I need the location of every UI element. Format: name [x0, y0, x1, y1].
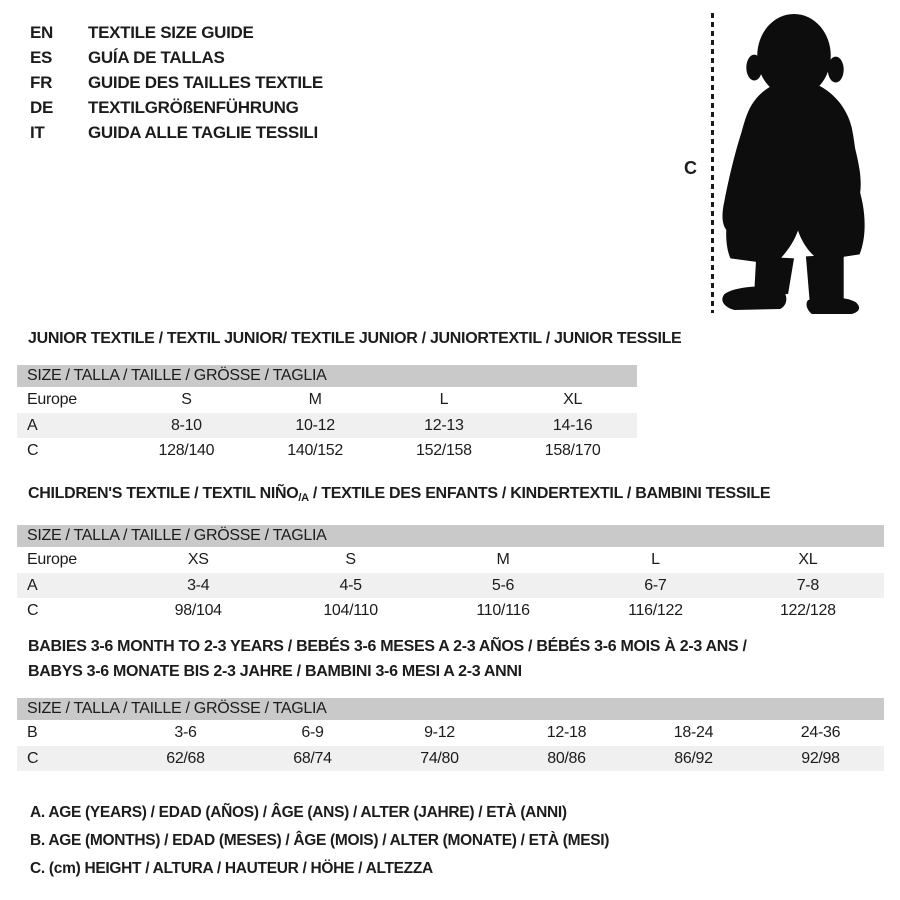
age-cell: 18-24 [673, 724, 714, 741]
age-cell: 8-10 [170, 417, 202, 434]
size-header-bar: SIZE / TALLA / TAILLE / GRÖSSE / TAGLIA [17, 698, 884, 720]
row-label: C [27, 750, 39, 767]
age-cell: 14-16 [552, 417, 593, 434]
size-header-bar: SIZE / TALLA / TAILLE / GRÖSSE / TAGLIA [17, 525, 884, 547]
table-row-height [17, 598, 884, 623]
height-measure-label: C [684, 158, 697, 178]
table-row-europe [17, 547, 884, 573]
legend-line-c: C. (cm) HEIGHT / ALTURA / HAUTEUR / HÖHE / ALTEZZA [30, 860, 433, 877]
height-cell: 80/86 [547, 750, 586, 767]
table-row-height [17, 746, 884, 771]
height-cell: 92/98 [801, 750, 840, 767]
table-row-age [17, 413, 637, 438]
row-label: C [27, 442, 39, 459]
height-cell: 122/128 [779, 602, 836, 619]
height-cell: 152/158 [416, 442, 472, 459]
row-label: Europe [27, 551, 77, 568]
age-cell: 7-8 [796, 577, 819, 594]
height-cell: 62/68 [166, 750, 205, 767]
language-row-it [30, 120, 323, 145]
section-title-subscript: /A [298, 492, 309, 504]
size-cell: XL [563, 391, 583, 408]
age-cell: 12-13 [424, 417, 464, 434]
language-list [30, 20, 323, 145]
language-label: TEXTILE SIZE GUIDE [88, 23, 254, 42]
row-label: A [27, 417, 38, 434]
age-cell: 6-7 [644, 577, 667, 594]
language-row-en [30, 20, 323, 45]
size-cell: M [308, 391, 322, 408]
language-code: EN [30, 23, 54, 42]
language-code: IT [30, 123, 45, 142]
section-junior-textile [17, 326, 682, 463]
age-cell: 24-36 [800, 724, 841, 741]
table-row-age [17, 573, 884, 598]
section-title-part: CHILDREN'S TEXTILE / TEXTIL NIÑO [28, 485, 299, 502]
size-cell: S [181, 391, 192, 408]
height-cell: 68/74 [293, 750, 332, 767]
row-label: A [27, 577, 38, 594]
height-cell: 140/152 [287, 442, 343, 459]
legend-line-b: B. AGE (MONTHS) / EDAD (MESES) / ÂGE (MOIS) / ALTER (MONATE) / ETÀ (MESI) [30, 832, 610, 849]
section-title [17, 481, 884, 511]
toddler-silhouette-icon [710, 6, 880, 314]
legend [30, 799, 609, 883]
size-cell: L [439, 391, 449, 408]
section-babies-textile [17, 634, 884, 771]
age-cell: 6-9 [301, 724, 324, 741]
section-title-line2: BABYS 3-6 MONATE BIS 2-3 JAHRE / BAMBINI 3-6 MESI A 2-3 ANNI [28, 663, 522, 680]
row-label: Europe [27, 391, 77, 408]
row-label: C [27, 602, 39, 619]
size-cell: XL [798, 551, 818, 568]
section-title: JUNIOR TEXTILE / TEXTIL JUNIOR/ TEXTILE JUNIOR / JUNIORTEXTIL / JUNIOR TESSILE [28, 330, 682, 347]
language-row-de [30, 95, 323, 120]
height-cell: 128/140 [158, 442, 215, 459]
language-code: DE [30, 98, 54, 117]
height-cell: 74/80 [420, 750, 459, 767]
height-cell: 98/104 [174, 602, 222, 619]
height-cell: 116/122 [628, 602, 683, 619]
size-header-bar: SIZE / TALLA / TAILLE / GRÖSSE / TAGLIA [17, 365, 637, 387]
size-cell: L [651, 551, 660, 568]
height-cell: 86/92 [674, 750, 713, 767]
age-cell: 12-18 [546, 724, 587, 741]
language-code: ES [30, 48, 53, 67]
table-row-age-months [17, 720, 884, 746]
size-cell: XS [187, 551, 209, 568]
height-cell: 104/110 [323, 602, 378, 619]
legend-line-a: A. AGE (YEARS) / EDAD (AÑOS) / ÂGE (ANS) / ALTER (JAHRE) / ETÀ (ANNI) [30, 804, 567, 821]
language-label: TEXTILGRÖßENFÜHRUNG [88, 98, 299, 117]
height-cell: 158/170 [544, 442, 601, 459]
height-cell: 110/116 [476, 602, 530, 619]
language-row-es [30, 45, 323, 70]
section-childrens-textile [17, 481, 884, 623]
language-code: FR [30, 73, 53, 92]
age-cell: 5-6 [491, 577, 515, 594]
section-title-part: / TEXTILE DES ENFANTS / KINDERTEXTIL / BAMBINI TESSILE [308, 485, 771, 502]
language-row-fr [30, 70, 323, 95]
language-label: GUIDE DES TAILLES TEXTILE [88, 73, 323, 92]
age-cell: 10-12 [295, 417, 335, 434]
language-label: GUÍA DE TALLAS [88, 48, 225, 67]
section-title-line1: BABIES 3-6 MONTH TO 2-3 YEARS / BEBÉS 3-6 MESES A 2-3 AÑOS / BÉBÉS 3-6 MOIS À 2-3 ANS / [28, 638, 747, 655]
language-label: GUIDA ALLE TAGLIE TESSILI [88, 123, 318, 142]
table-row-europe [17, 387, 637, 413]
row-label: B [27, 724, 38, 741]
age-cell: 3-6 [174, 724, 197, 741]
size-cell: S [345, 551, 356, 568]
table-row-height [17, 438, 637, 463]
age-cell: 4-5 [339, 577, 362, 594]
size-cell: M [496, 551, 510, 568]
age-cell: 9-12 [424, 724, 455, 741]
age-cell: 3-4 [187, 577, 210, 594]
